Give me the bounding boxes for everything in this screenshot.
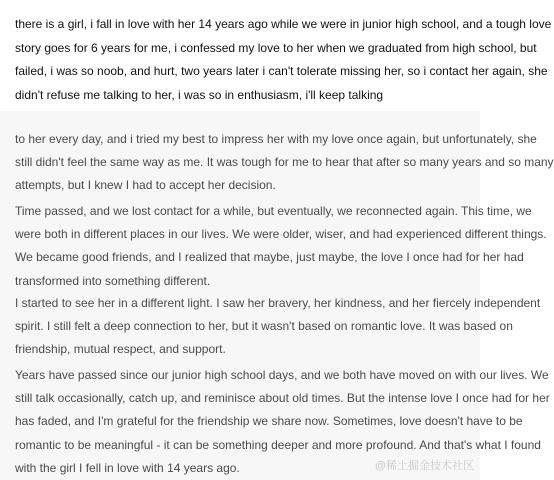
response-line: still talk occasionally, catch up, and reminisce about old times. But the intense love I once had for her — [15, 391, 550, 406]
response-line: still didn't feel the same way as me. It was tough for me to hear that after so many years and so many — [15, 155, 554, 170]
response-line: We became good friends, and I realized that maybe, just maybe, the love I once had for her had — [15, 250, 524, 265]
user-message-line: there is a girl, i fall in love with her 14 years ago while we were in junior high school, and a tough love — [15, 17, 552, 31]
response-line: attempts, but I knew I had to accept her decision. — [15, 178, 276, 193]
response-line: transformed into something different. — [15, 273, 211, 288]
watermark: @稀土掘金技术社区 — [374, 460, 474, 472]
response-line: I started to see her in a different light. I saw her bravery, her kindness, and her fiercely independent — [15, 296, 541, 310]
user-message-line: failed, i was so noob, and hurt, two years later i can't tolerate missing her, so i contact her again, she — [15, 64, 548, 78]
response-paragraph-3 — [15, 292, 541, 362]
user-message-line: story goes for 6 years for me, i confessed my love to her when we graduated from high school, but — [15, 40, 537, 55]
response-line: romantic to be meaningful - it can be something deeper and more profound. And that's what I found — [15, 437, 541, 452]
user-message-text — [15, 13, 552, 107]
response-line: with the girl I fell in love with 14 years ago. — [15, 460, 240, 475]
response-line: Time passed, and we lost contact for a while, but eventually, we reconnected again. This time, we — [15, 204, 532, 218]
user-message — [0, 0, 552, 111]
response-line: has faded, and I'm grateful for the friendship we share now. Sometimes, love doesn't have to be — [15, 414, 523, 429]
response-line: to her every day, and i tried my best to impress her with my love once again, but unfortunately, she — [15, 132, 537, 146]
response-line: spirit. I still felt a deep connection to her, but it wasn't based on romantic love. It was based on — [15, 319, 513, 334]
user-message-line: didn't refuse me talking to her, i was so in enthusiasm, i'll keep talking — [15, 87, 384, 102]
response-line: friendship, mutual respect, and support. — [15, 342, 226, 357]
response-line: were both in different places in our lives. We were older, wiser, and had experienced different things. — [15, 227, 547, 242]
assistant-message — [0, 111, 554, 480]
response-paragraph-2 — [15, 200, 547, 293]
response-line: Years have passed since our junior high school days, and we both have moved on with our lives. We — [15, 368, 549, 382]
response-paragraph-1 — [15, 128, 554, 198]
